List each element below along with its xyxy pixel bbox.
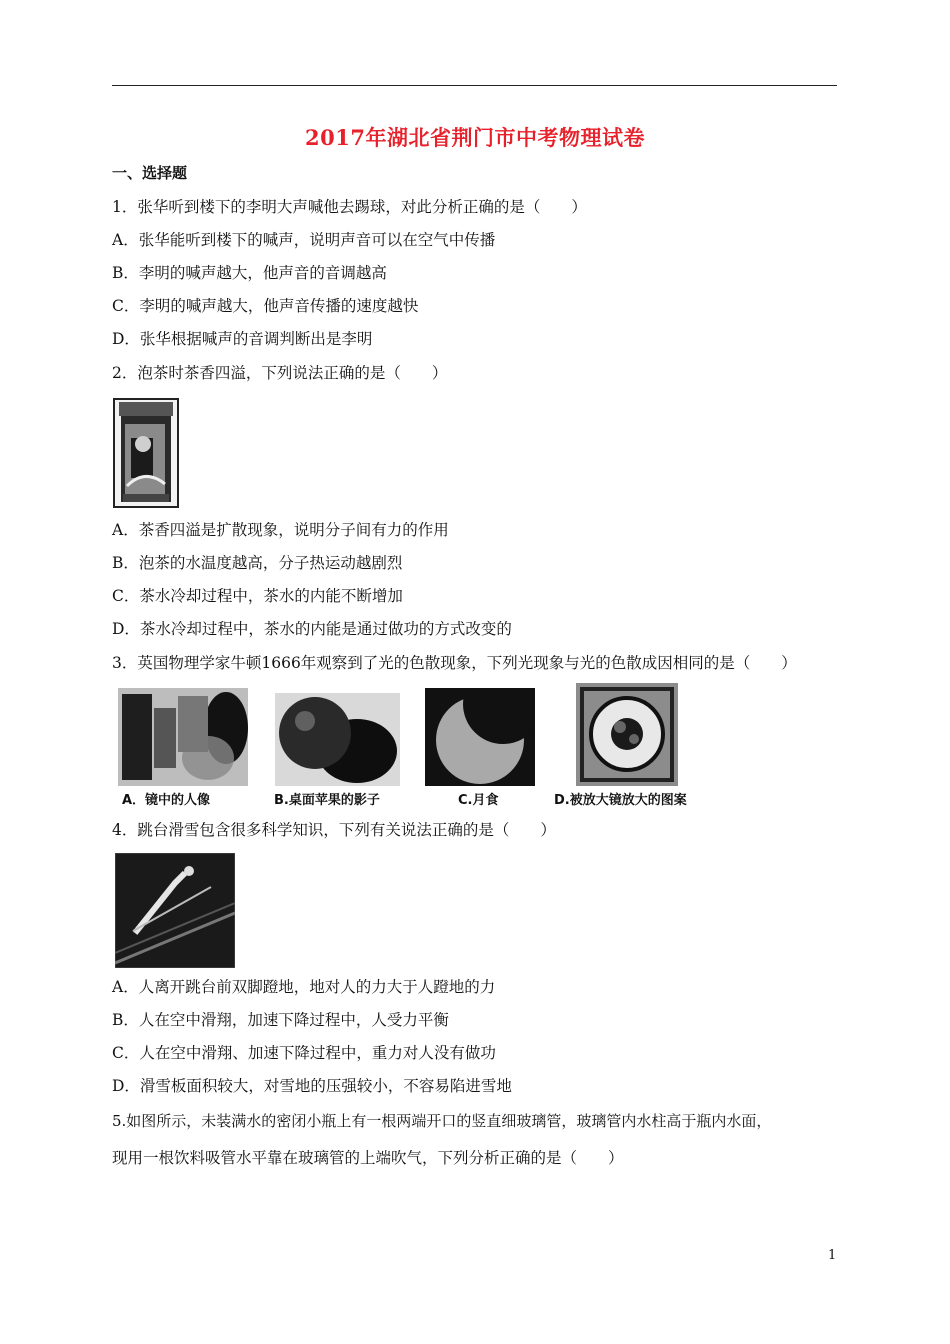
apple-shadow-photo <box>275 693 400 786</box>
q1-stem: 1．张华听到楼下的李明大声喊他去踢球，对此分析正确的是（ ） <box>112 198 587 216</box>
q2-option-a: A．茶香四溢是扩散现象，说明分子间有力的作用 <box>112 521 449 539</box>
q3-caption-b: B.桌面苹果的影子 <box>274 793 380 808</box>
mirror-image-photo <box>118 688 248 786</box>
q4-option-b: B．人在空中滑翔，加速下降过程中，人受力平衡 <box>112 1011 449 1029</box>
q3-caption-d: D.被放大镜放大的图案 <box>554 793 687 808</box>
ski-jump-photo <box>115 853 235 968</box>
q1-option-c: C．李明的喊声越大，他声音传播的速度越快 <box>112 297 419 315</box>
q3-caption-a: A．镜中的人像 <box>122 793 211 808</box>
q4-option-d: D．滑雪板面积较大，对雪地的压强较小，不容易陷进雪地 <box>112 1077 512 1095</box>
q3-stem: 3．英国物理学家牛顿1666年观察到了光的色散现象，下列光现象与光的色散成因相同的是（ ） <box>112 654 797 672</box>
q1-option-d: D．张华根据喊声的音调判断出是李明 <box>112 330 373 348</box>
tea-cup-photo <box>113 398 179 508</box>
magnified-pattern-photo <box>576 683 678 786</box>
q4-option-a: A．人离开跳台前双脚蹬地，地对人的力大于人蹬地的力 <box>112 978 496 996</box>
page-number: 1 <box>828 1248 837 1263</box>
page-title: 2017年湖北省荆门市中考物理试卷 <box>305 125 645 150</box>
q4-option-c: C．人在空中滑翔、加速下降过程中，重力对人没有做功 <box>112 1044 496 1062</box>
q2-option-d: D．茶水冷却过程中，茶水的内能是通过做功的方式改变的 <box>112 620 512 638</box>
q1-option-a: A．张华能听到楼下的喊声，说明声音可以在空气中传播 <box>112 231 496 249</box>
q2-option-c: C．茶水冷却过程中，茶水的内能不断增加 <box>112 587 403 605</box>
q4-stem: 4．跳台滑雪包含很多科学知识，下列有关说法正确的是（ ） <box>112 821 556 839</box>
q3-caption-c: C.月食 <box>458 793 499 808</box>
q1-option-b: B．李明的喊声越大，他声音的音调越高 <box>112 264 387 282</box>
q2-option-b: B．泡茶的水温度越高，分子热运动越剧烈 <box>112 554 403 572</box>
q2-stem: 2．泡茶时茶香四溢，下列说法正确的是（ ） <box>112 364 448 382</box>
lunar-eclipse-photo <box>425 688 535 786</box>
q5-stem-line2: 现用一根饮料吸管水平靠在玻璃管的上端吹气，下列分析正确的是（ ） <box>112 1149 624 1167</box>
q5-stem-line1: 5.如图所示，未装满水的密闭小瓶上有一根两端开口的竖直细玻璃管，玻璃管内水柱高于瓶内水面， <box>112 1112 772 1130</box>
header-rule <box>112 85 837 86</box>
section-heading: 一、选择题 <box>112 164 188 182</box>
